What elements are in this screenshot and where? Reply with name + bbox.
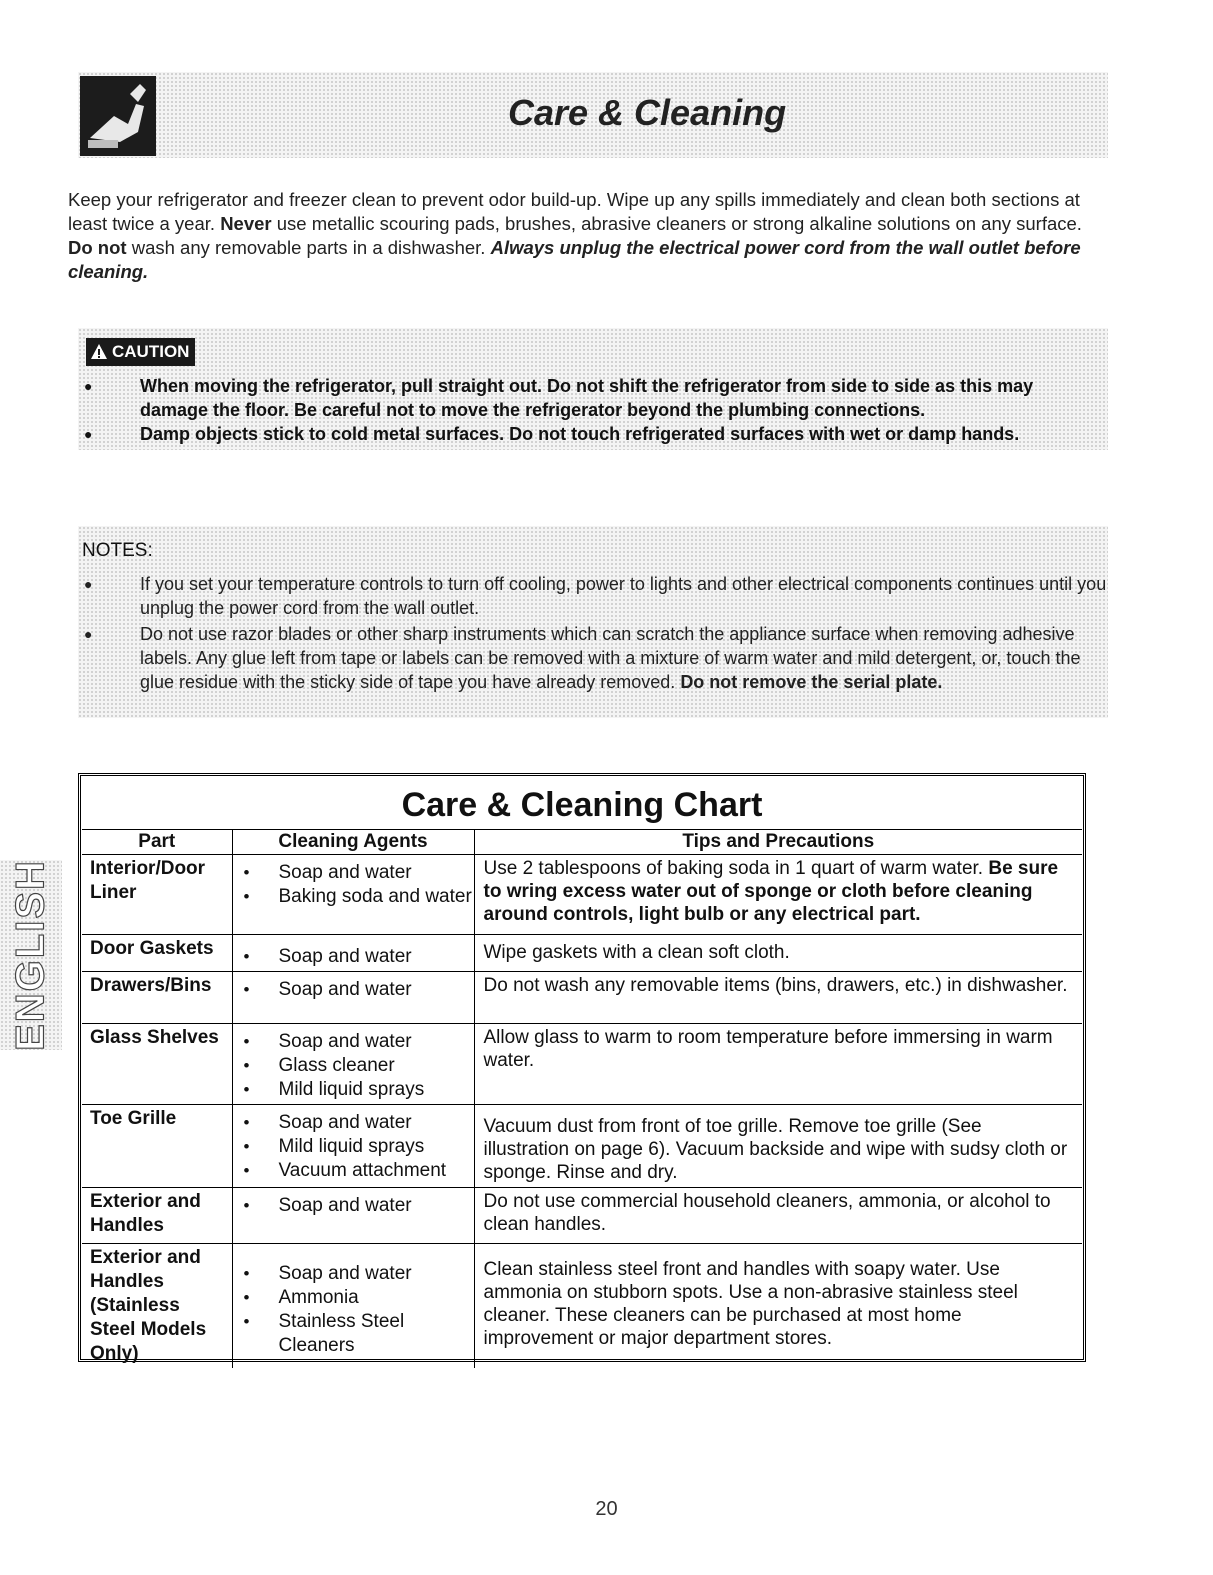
cell-tips <box>474 935 1082 972</box>
cell-cleaning-agents <box>232 855 474 935</box>
agent-list-item: • Glass cleaner <box>241 1054 474 1078</box>
caution-box <box>78 328 1108 450</box>
intro-do-not: Do not <box>68 237 127 258</box>
tips-text: Clean stainless steel front and handles with soapy water. Use ammonia on stubborn spots. Use a non-abrasive stainless steel cleaner. These cleaners can be purchased at most home improvement or major department stores. <box>483 1259 1018 1349</box>
table-row <box>82 855 1082 935</box>
column-header-agents: Cleaning Agents <box>232 830 474 855</box>
cell-part: Glass Shelves <box>82 1024 232 1105</box>
bullet-icon: ● <box>84 378 93 394</box>
notes-box <box>78 526 1108 718</box>
agents-list <box>241 1030 474 1102</box>
agents-list <box>241 945 474 969</box>
cell-part: Exterior and Handles (Stainless Steel Models Only) <box>82 1244 232 1369</box>
agent-list-item: • Soap and water <box>241 1030 474 1054</box>
note-item <box>84 572 1108 620</box>
agents-list <box>241 1111 474 1183</box>
chart-table <box>82 830 1082 1368</box>
caution-item <box>84 422 1100 446</box>
agent-list-item: • Soap and water <box>241 1194 474 1218</box>
cell-part: Drawers/Bins <box>82 972 232 1024</box>
cell-cleaning-agents <box>232 1188 474 1244</box>
agent-list-item: • Soap and water <box>241 861 474 885</box>
cell-part: Toe Grille <box>82 1105 232 1188</box>
note-item <box>84 622 1108 694</box>
tips-text: Use 2 tablespoons of baking soda in 1 quart of warm water. <box>483 858 989 879</box>
cell-part: Interior/Door Liner <box>82 855 232 935</box>
cell-tips <box>474 1188 1082 1244</box>
notes-title: NOTES: <box>82 540 153 561</box>
cell-cleaning-agents <box>232 1024 474 1105</box>
table-row <box>82 1244 1082 1369</box>
cleaning-hand-sponge-icon <box>80 76 156 156</box>
intro-never: Never <box>220 213 272 234</box>
caution-item-text: When moving the refrigerator, pull straight out. Do not shift the refrigerator from side to side as this may damage the floor. Be careful not to move the refrigerator beyond the plumbing connections. <box>140 376 1034 420</box>
cell-cleaning-agents <box>232 1244 474 1369</box>
agent-list-item: • Soap and water <box>241 1262 474 1286</box>
agent-list-item: • Stainless Steel Cleaners <box>241 1310 474 1358</box>
cell-cleaning-agents <box>232 1105 474 1188</box>
intro-paragraph <box>68 188 1098 284</box>
bullet-icon: ● <box>84 576 93 592</box>
tips-text: Wipe gaskets with a clean soft cloth. <box>483 942 790 963</box>
table-row <box>82 1188 1082 1244</box>
tips-text: Vacuum dust from front of toe grille. Remove toe grille (See illustration on page 6). Vacuum backside and wipe with sudsy cloth or sponge. Rinse and dry. <box>483 1116 1068 1183</box>
cell-part: Door Gaskets <box>82 935 232 972</box>
caution-badge <box>86 338 195 366</box>
agent-list-item: • Mild liquid sprays <box>241 1135 474 1159</box>
intro-text-1: Keep your refrigerator and freezer clean to prevent odor build-up. Wipe up any spills immediately and clean both sections at least twice a year. <box>68 189 1080 234</box>
intro-text-2: use metallic scouring pads, brushes, abrasive cleaners or strong alkaline solutions on any surface. <box>271 213 1082 234</box>
intro-text-3: wash any removable parts in a dishwasher. <box>126 237 491 258</box>
agent-list-item: • Ammonia <box>241 1286 474 1310</box>
section-header-banner <box>78 72 1108 158</box>
cell-cleaning-agents <box>232 935 474 972</box>
agent-list-item: • Soap and water <box>241 978 474 1002</box>
table-header-row <box>82 830 1082 855</box>
cell-tips <box>474 972 1082 1024</box>
agents-list <box>241 1262 474 1358</box>
page-title: Care & Cleaning <box>508 92 787 133</box>
agent-list-item: • Soap and water <box>241 1111 474 1135</box>
tips-bold-text: Be sure to wring excess water out of sponge or cloth before cleaning around controls, light bulb or any electrical part. <box>483 858 1059 925</box>
bullet-icon: ● <box>84 626 93 642</box>
agents-list <box>241 978 474 1002</box>
agent-list-item: • Vacuum attachment <box>241 1159 474 1183</box>
table-row <box>82 935 1082 972</box>
caution-label: CAUTION <box>112 342 190 361</box>
agent-list-item: • Baking soda and water <box>241 885 474 909</box>
table-row <box>82 1105 1082 1188</box>
chart-title: Care & Cleaning Chart <box>82 777 1082 830</box>
cell-tips <box>474 1024 1082 1105</box>
note-item-text: Do not use razor blades or other sharp instruments which can scratch the appliance surface when removing adhesive labels. Any glue left from tape or labels can be removed with a mixture of warm water and mild detergent, or, touch the glue residue with the sticky side of tape you have already removed. <box>140 624 1081 692</box>
note-item-bold: Do not remove the serial plate. <box>680 672 943 692</box>
language-side-tab <box>0 860 62 1050</box>
cell-tips <box>474 1244 1082 1369</box>
page-number: 20 <box>595 1498 618 1520</box>
cell-tips <box>474 1105 1082 1188</box>
tips-text: Allow glass to warm to room temperature before immersing in warm water. <box>483 1027 1053 1071</box>
table-row <box>82 1024 1082 1105</box>
agent-list-item: • Mild liquid sprays <box>241 1078 474 1102</box>
caution-item-text: Damp objects stick to cold metal surfaces. Do not touch refrigerated surfaces with wet or damp hands. <box>140 424 1020 444</box>
column-header-part: Part <box>82 830 232 855</box>
cell-cleaning-agents <box>232 972 474 1024</box>
caution-item <box>84 374 1100 422</box>
warning-triangle-icon <box>90 343 108 361</box>
bullet-icon: ● <box>84 426 93 442</box>
cell-part: Exterior and Handles <box>82 1188 232 1244</box>
care-cleaning-chart <box>78 773 1086 1362</box>
tips-text: Do not use commercial household cleaners, ammonia, or alcohol to clean handles. <box>483 1191 1051 1235</box>
tips-text: Do not wash any removable items (bins, drawers, etc.) in dishwasher. <box>483 975 1068 996</box>
agent-list-item: • Soap and water <box>241 945 474 969</box>
language-label: ENGLISH <box>8 859 53 1051</box>
chart-table-body <box>82 855 1082 1369</box>
intro-warning: Always unplug the electrical power cord from the wall outlet before cleaning. <box>68 237 1081 282</box>
column-header-tips: Tips and Precautions <box>474 830 1082 855</box>
agents-list <box>241 861 474 909</box>
cell-tips <box>474 855 1082 935</box>
table-row <box>82 972 1082 1024</box>
agents-list <box>241 1194 474 1218</box>
note-item-text: If you set your temperature controls to turn off cooling, power to lights and other electrical components continues until you unplug the power cord from the wall outlet. <box>140 574 1107 618</box>
